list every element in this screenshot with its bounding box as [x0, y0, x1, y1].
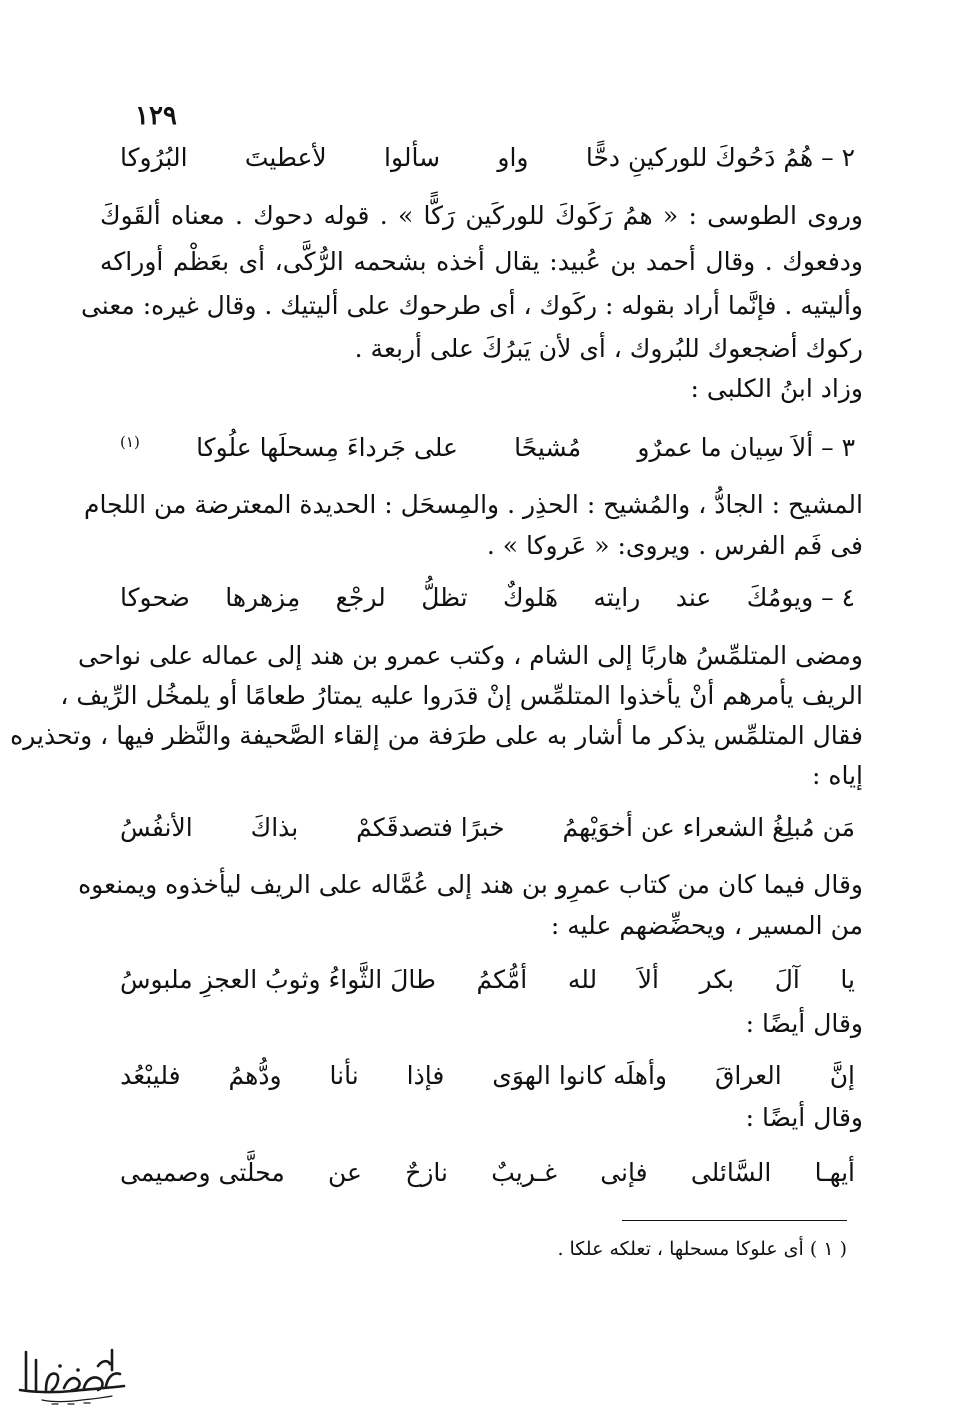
paragraph-4-line: إياه : — [812, 761, 863, 790]
footnote-rule — [622, 1220, 847, 1221]
verse-4-part: هَلوكٌ — [503, 583, 558, 612]
verse-6-part: بكر — [699, 965, 735, 994]
paragraph-1-line: ركوك أضجعوك للبُروك ، أى لأن يَبرُكَ على أربعة . — [354, 334, 863, 363]
verse-4-part: ضحوكا — [120, 583, 190, 612]
verse-7-part: نأنا — [329, 1061, 359, 1090]
verse-4 — [120, 585, 855, 610]
verse-6-part: آلَ — [774, 965, 800, 994]
paragraph-1-line: وأليتيه . فإنَّما أراد بقوله : ركَوك ، أى طرحوك على أليتيك . وقال غيره: معنى — [80, 291, 863, 320]
verse-7-part: وأهلَه كانوا الهوَى — [492, 1061, 667, 1090]
verse-5-part: خبرًا فتصدقَكمْ — [356, 813, 505, 842]
verse-3-part: مُشيحًا — [514, 433, 582, 462]
paragraph-5-line: من المسير ، ويحضِّضهم عليه : — [550, 911, 863, 940]
verse-4-part: لرجْع — [335, 583, 386, 612]
verse-3 — [120, 435, 855, 460]
verse-6-part: طالَ الثَّواءُ وثوبُ العجزِ ملبوسُ — [120, 965, 436, 994]
paragraph-3-line: المشيح : الجادُّ ، والمُشيح : الحذِر . والمِسحَل : الحديدة المعترضة من اللجام — [83, 490, 863, 519]
footnote-marker: (١) — [120, 433, 140, 451]
verse-7 — [120, 1063, 855, 1088]
paragraph-3-line: فى فَم الفرس . ويروى: « عَروكا » . — [486, 531, 863, 560]
calligraphy-stamp-logo — [12, 1330, 130, 1410]
verse-7-part: العراقَ — [714, 1061, 782, 1090]
verse-5-part: الأنفُسُ — [120, 813, 193, 842]
paragraph-7: وقال أيضًا : — [745, 1103, 863, 1132]
verse-7-part: فليبْعُد — [120, 1061, 181, 1090]
paragraph-1-line: ودفعوك . وقال أحمد بن عُبيد: يقال أخذه بشحمه الرُّكَّى، أى بعَظْم أوراكه — [100, 247, 863, 276]
paragraph-4-line: الريف يأمرهم أنْ يأخذوا المتلمِّس إنْ قدَروا عليه يمتارُ طعامًا أو يلمخُل الرِّيف ، — [60, 681, 863, 710]
verse-8-part: محلَّتى وصميمى — [120, 1158, 285, 1187]
verse-4-part: عند — [675, 583, 712, 612]
verse-8-part: عن — [327, 1158, 362, 1187]
verse-7-part: فإذا — [406, 1061, 445, 1090]
verse-2-part: واو — [497, 143, 529, 172]
verse-4-part: مِزهرها — [225, 583, 301, 612]
verse-5-part: بذاكَ — [250, 813, 299, 842]
verse-4-part: رايته — [593, 583, 641, 612]
paragraph-1-line: وروى الطوسى : « همُ رَكَوكَ للوركَين رَكًّا » . قوله دحوك . معناه ألقَوكَ — [100, 201, 863, 230]
verse-4-part: تظلُّ — [421, 583, 468, 612]
verse-7-part: ودُّهمُ — [228, 1061, 282, 1090]
verse-5-part: مَن مُبلِغُ الشعراء عن أخوَيْهمُ — [562, 813, 855, 842]
verse-7-part: إنَّ — [829, 1061, 855, 1090]
verse-2-part: البُرُوكا — [120, 143, 188, 172]
page-number: ١٢٩ — [135, 101, 177, 131]
verse-8-part: غـريبٌ — [491, 1158, 557, 1187]
verse-8-part: نازحٌ — [405, 1158, 448, 1187]
verse-3-part: ٣ – ألاَ سِيان ما عمرٌو — [637, 433, 855, 462]
verse-5 — [120, 815, 855, 840]
verse-2-part: سألوا — [384, 143, 441, 172]
verse-4-part: ٤ – ويومُكَ — [746, 583, 855, 612]
verse-8-part: السَّائلى — [690, 1158, 772, 1187]
verse-8-part: أيهـا — [814, 1158, 855, 1187]
verse-6 — [120, 967, 855, 992]
paragraph-5-line: وقال فيما كان من كتاب عمرِو بن هند إلى عُمَّاله على الريف ليأخذوه ويمنعوه — [78, 870, 863, 899]
verse-6-part: يا — [840, 965, 855, 994]
verse-6-part: أمُّكمُ — [476, 965, 528, 994]
verse-8-part: فإنى — [600, 1158, 648, 1187]
verse-3-part: على جَرداءَ مِسحلَها علُوكا — [196, 433, 458, 462]
paragraph-2: وزاد ابنُ الكلبى : — [690, 374, 863, 403]
verse-2-part: لأعطيتَ — [244, 143, 327, 172]
paragraph-6: وقال أيضًا : — [745, 1009, 863, 1038]
verse-6-part: لله — [567, 965, 598, 994]
verse-2-part: ٢ – هُمُ دَحُوكَ للوركينِ دحًّا — [585, 143, 855, 172]
paragraph-4-line: ومضى المتلمِّسُ هاربًا إلى الشام ، وكتب عمرو بن هند إلى عماله على نواحى — [77, 641, 863, 670]
footnote: ( ١ ) أى علوكا مسحلها ، تعلكه علكا . — [557, 1238, 847, 1260]
verse-8 — [120, 1160, 855, 1185]
verse-6-part: ألاَ — [637, 965, 659, 994]
verse-2 — [120, 145, 855, 170]
paragraph-4-line: فقال المتلمِّس يذكر ما أشار به على طرَفة من إلقاء الصَّحيفة والنَّظر فيها ، وتحذيره — [10, 721, 863, 750]
